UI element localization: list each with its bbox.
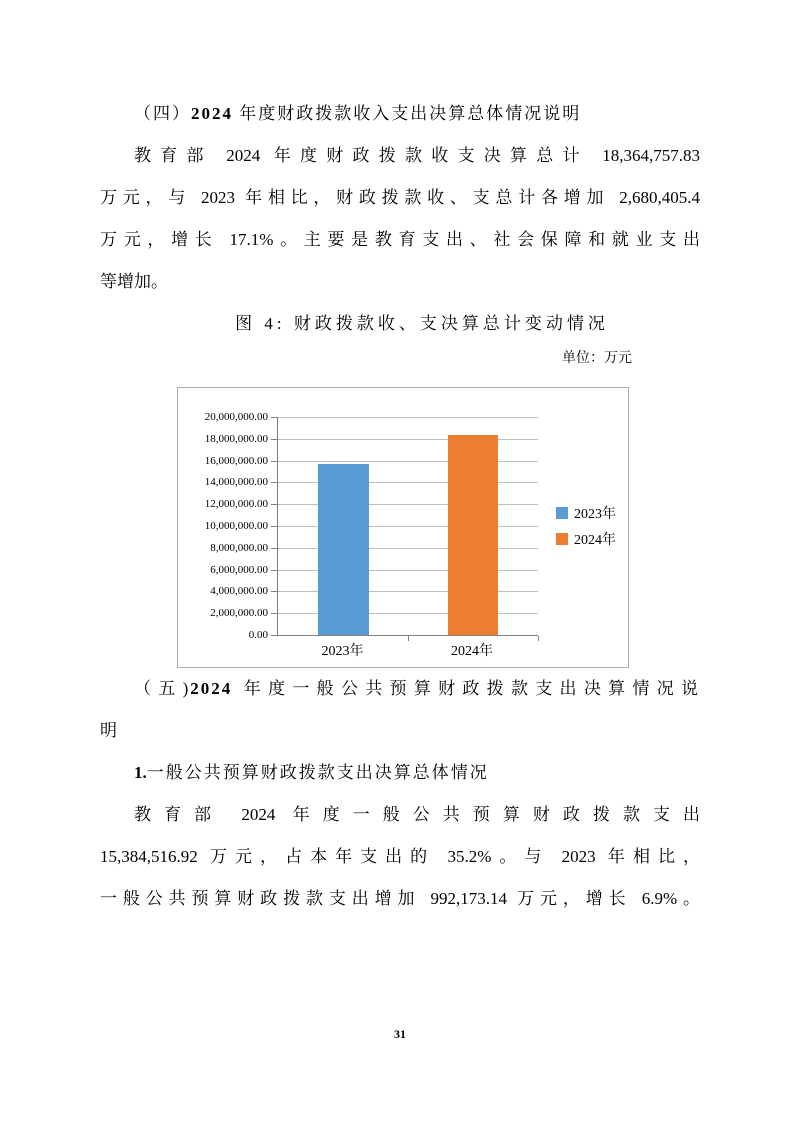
- legend-label: 2024年: [574, 533, 616, 548]
- chart-gridline: [278, 439, 538, 440]
- y-axis-label: 14,000,000.00: [204, 476, 268, 488]
- legend-swatch-icon: [556, 507, 568, 519]
- heading-section-5-rest: 年度一般公共预算财政拨款支出决算情况说: [232, 679, 700, 698]
- paragraph-line: 等增加。: [100, 272, 168, 291]
- page-number: 31: [394, 1027, 406, 1041]
- figure-4-unit-label: 单位：万元: [562, 351, 632, 366]
- y-axis-label: 10,000,000.00: [204, 520, 268, 532]
- y-axis-tick: [271, 482, 277, 483]
- paragraph-section-5: [100, 794, 700, 920]
- y-axis-tick: [271, 439, 277, 440]
- y-axis-label: 20,000,000.00: [204, 411, 268, 423]
- figure-4-bar-chart: [177, 387, 629, 668]
- chart-plot-area: [277, 417, 538, 636]
- y-axis-tick: [271, 591, 277, 592]
- y-axis-tick: [271, 548, 277, 549]
- legend-label: 2023年: [574, 507, 616, 522]
- y-axis-tick: [271, 570, 277, 571]
- y-axis-label: 6,000,000.00: [210, 564, 268, 576]
- heading-section-5: [100, 668, 700, 752]
- paragraph-line: 万元，与 2023 年相比，财政拨款收、支总计各增加 2,680,405.4: [100, 188, 700, 207]
- y-axis-tick: [271, 526, 277, 527]
- chart-gridline: [278, 613, 538, 614]
- chart-gridline: [278, 548, 538, 549]
- x-axis-tick: [538, 636, 539, 641]
- y-axis-tick: [271, 417, 277, 418]
- y-axis-label: 8,000,000.00: [210, 542, 268, 554]
- paragraph-line: 15,384,516.92 万元，占本年支出的 35.2%。与 2023 年相比，: [100, 847, 700, 866]
- figure-4-title: 图 4: 财政拨款收、支决算总计变动情况: [235, 314, 609, 333]
- chart-gridline: [278, 570, 538, 571]
- chart-gridline: [278, 482, 538, 483]
- legend-entry: [556, 500, 616, 526]
- chart-gridline: [278, 504, 538, 505]
- chart-gridline: [278, 591, 538, 592]
- heading-section-4: [100, 93, 700, 135]
- heading-section-4-year: 2024: [191, 104, 233, 123]
- chart-bar-2024: [448, 435, 498, 635]
- chart-gridline: [278, 417, 538, 418]
- paragraph-line: 一般公共预算财政拨款支出增加 992,173.14 万元，增长 6.9%。: [100, 889, 700, 908]
- y-axis-label: 16,000,000.00: [204, 455, 268, 467]
- paragraph-line: 万元，增长 17.1%。主要是教育支出、社会保障和就业支出: [100, 230, 700, 249]
- heading-section-5-line1: [100, 668, 700, 710]
- y-axis-tick: [271, 504, 277, 505]
- chart-gridline: [278, 526, 538, 527]
- y-axis-tick: [271, 635, 277, 636]
- heading-section-4-prefix: （四）: [134, 104, 191, 123]
- paragraph-line: 教育部 2024 年度一般公共预算财政拨款支出: [134, 805, 700, 824]
- legend-swatch-icon: [556, 533, 568, 545]
- heading-section-5-year: 2024: [190, 679, 233, 698]
- heading-section-5-prefix: （五): [134, 679, 191, 698]
- y-axis-label: 4,000,000.00: [210, 585, 268, 597]
- y-axis-label: 18,000,000.00: [204, 433, 268, 445]
- chart-gridline: [278, 461, 538, 462]
- page-content: [100, 0, 700, 920]
- legend-entry: [556, 526, 616, 552]
- x-axis-tick: [408, 636, 409, 641]
- x-axis-label: 2024年: [451, 644, 493, 659]
- chart-legend: [556, 500, 616, 552]
- y-axis-label: 2,000,000.00: [210, 607, 268, 619]
- heading-section-5-line2: 明: [100, 721, 119, 740]
- y-axis-tick: [271, 461, 277, 462]
- paragraph-line: 教育部 2024 年度财政拨款收支决算总计 18,364,757.83: [134, 146, 700, 165]
- heading-section-4-rest: 年度财政拨款收入支出决算总体情况说明: [233, 104, 582, 123]
- chart-bar-2023: [318, 464, 369, 635]
- subheading-1-text: 一般公共预算财政拨款支出决算总体情况: [146, 763, 489, 782]
- y-axis-label: 12,000,000.00: [204, 498, 268, 510]
- x-axis-label: 2023年: [321, 644, 364, 659]
- y-axis-label: 0.00: [248, 629, 268, 641]
- y-axis-tick: [271, 613, 277, 614]
- subheading-1-number: 1.: [134, 763, 147, 782]
- paragraph-section-4: [100, 135, 700, 303]
- subheading-1: [100, 752, 700, 794]
